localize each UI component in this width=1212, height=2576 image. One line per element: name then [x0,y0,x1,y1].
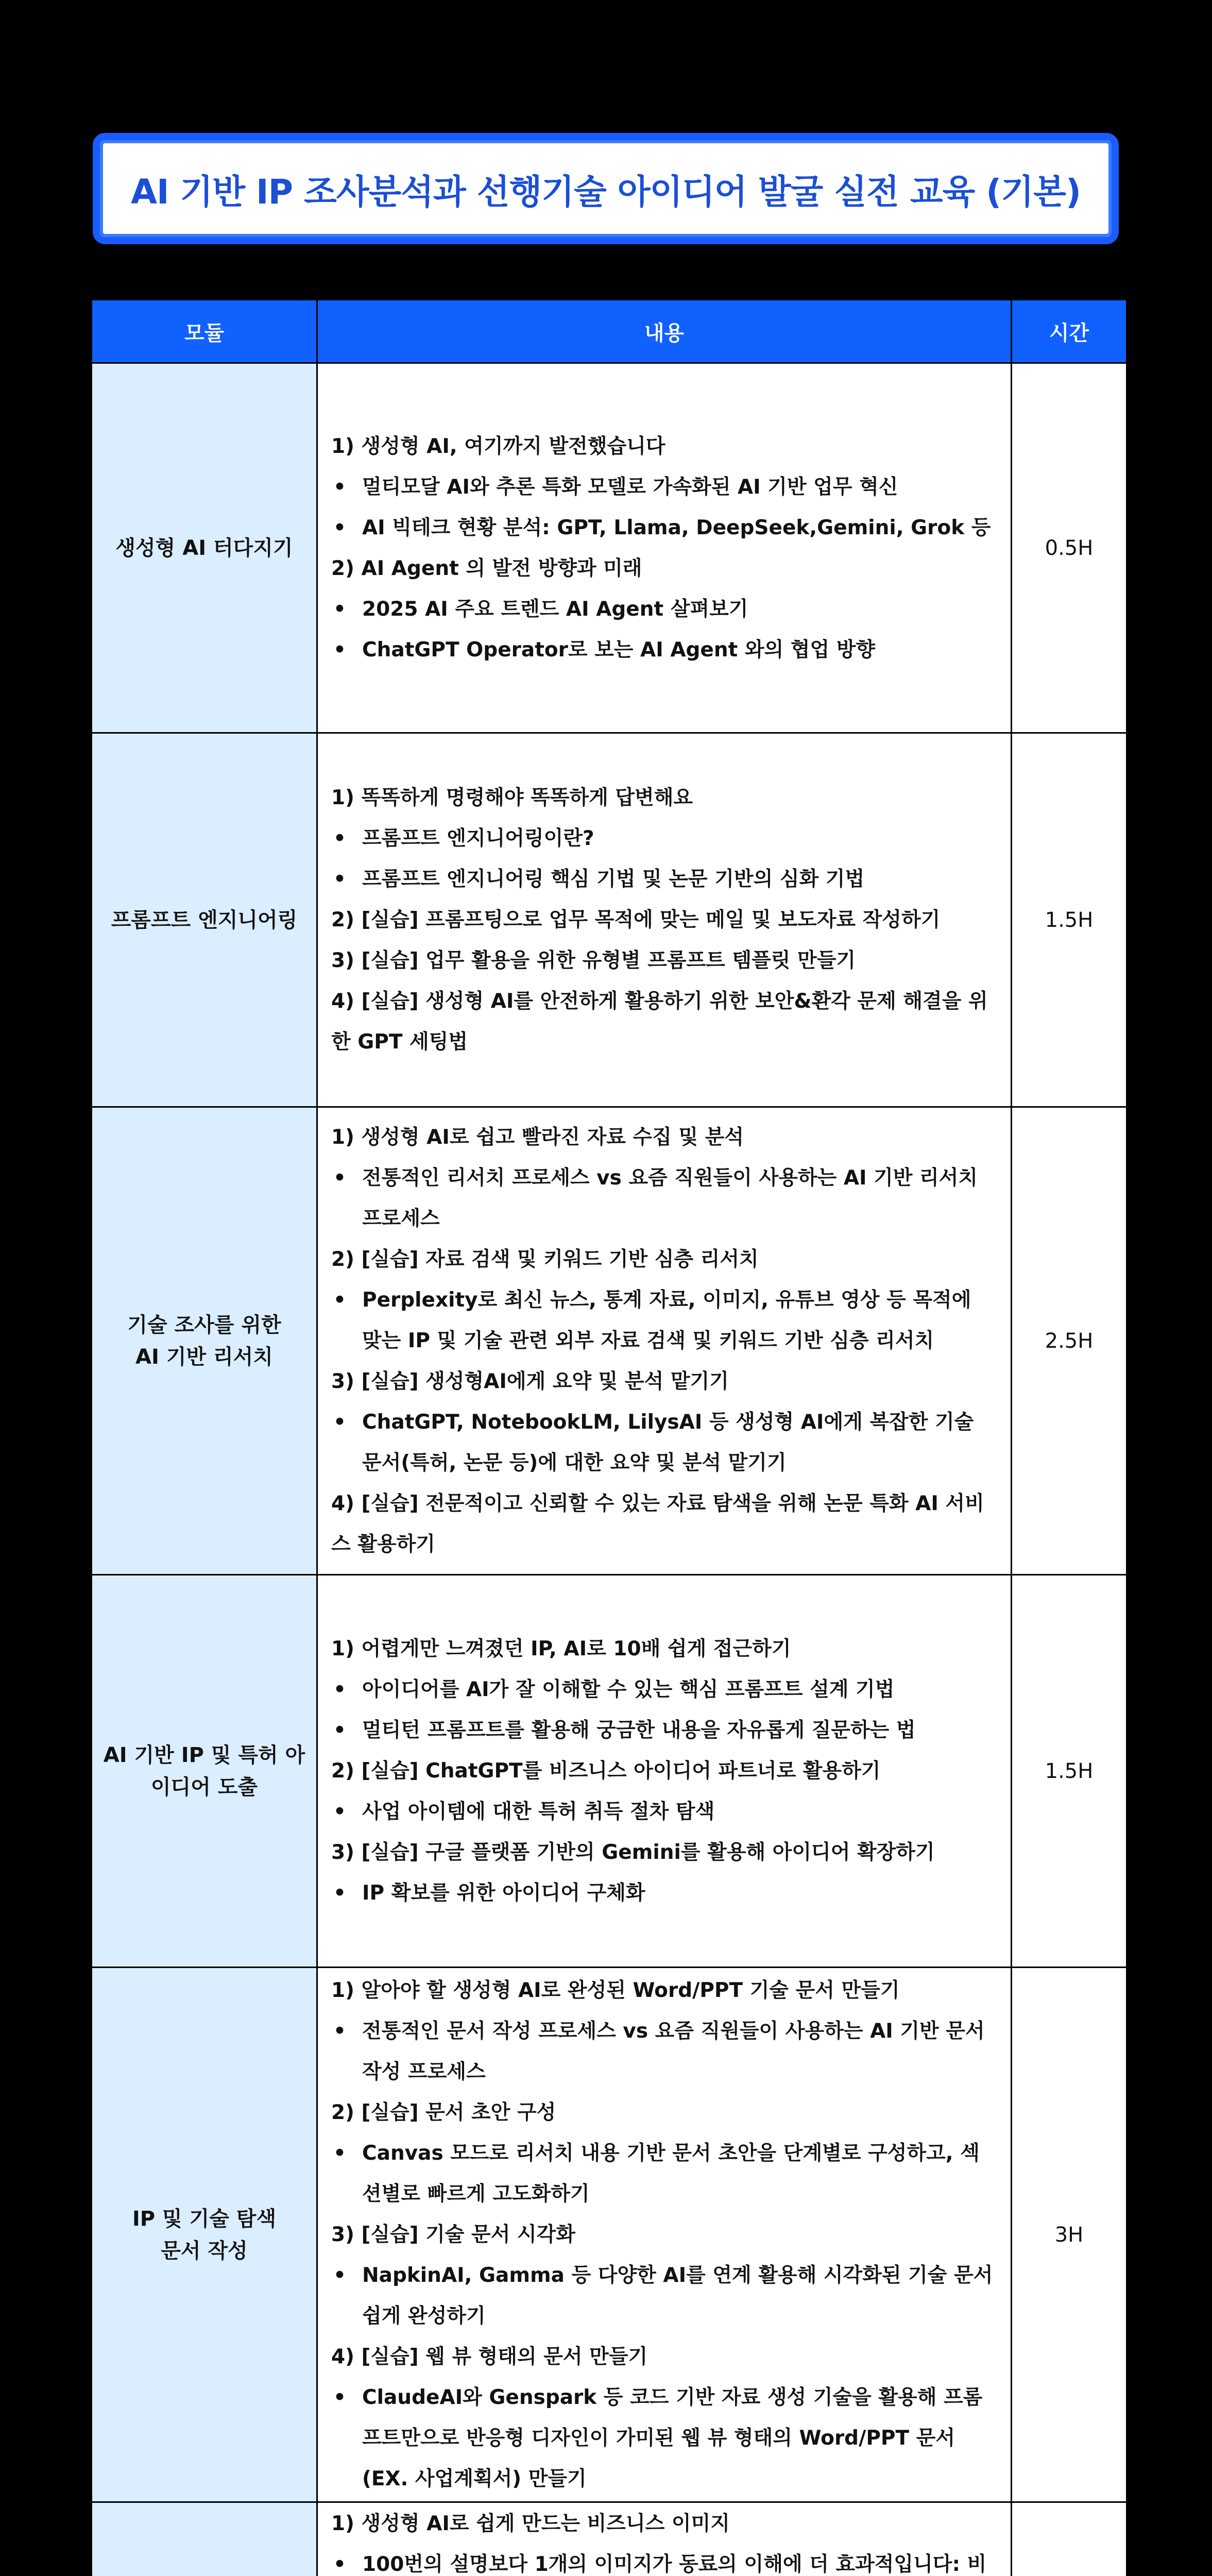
numbered-item: 1) 똑똑하게 명령해야 똑똑하게 답변해요 [331,786,693,809]
content-cell [317,363,1012,733]
table-row [92,1107,1127,1575]
table-row [92,363,1127,733]
hours-cell: 0.5H [1012,363,1127,733]
bullet-item: • 멀티턴 프롬프트를 활용해 궁금한 내용을 자유롭게 질문하는 법 [331,1710,997,1751]
header-module: 모듈 [92,300,317,363]
numbered-item: 3) [실습] 기술 문서 시각화 [331,2223,575,2246]
numbered-item: 2) [실습] 프롬프팅으로 업무 목적에 맞는 메일 및 보도자료 작성하기 [331,908,941,931]
hours-cell [1012,2502,1127,2576]
table-row [92,2502,1127,2576]
numbered-item: 2) AI Agent 의 발전 방향과 미래 [331,556,642,580]
module-cell: 기술 조사를 위한 AI 기반 리서치 [92,1107,317,1575]
table-row [92,733,1127,1107]
bullet-item: • 멀티모달 AI와 추론 특화 모델로 가속화된 AI 기반 업무 혁신 [331,467,997,507]
numbered-item: 1) 생성형 AI로 쉽고 빨라진 자료 수집 및 분석 [331,1126,744,1149]
numbered-item: 4) [실습] 생성형 AI를 안전하게 활용하기 위한 보안&환각 문제 해결을 위한 GPT 세팅법 [331,990,988,1054]
numbered-item: 1) 생성형 AI로 쉽게 만드는 비즈니스 이미지 [331,2512,730,2535]
bullet-item: • Perplexity로 최신 뉴스, 통계 자료, 이미지, 유튜브 영상 등 목적에 맞는 IP 및 기술 관련 외부 자료 검색 및 키워드 기반 심층 리서치 [331,1280,997,1361]
numbered-item: 2) [실습] 자료 검색 및 키워드 기반 심층 리서치 [331,1248,759,1271]
bullet-item: • ClaudeAI와 Genspark 등 코드 기반 자료 생성 기술을 활용해 프롬프트만으로 반응형 디자인이 가미된 웹 뷰 형태의 Word/PPT 문서(EX. 사업계획서) 만들기 [331,2377,997,2499]
bullet-item: • 사업 아이템에 대한 특허 취득 절차 탐색 [331,1791,997,1832]
module-cell: AI 기반 IP 및 특허 아이디어 도출 [92,1575,317,1968]
numbered-item: 2) [실습] 문서 초안 구성 [331,2101,556,2124]
numbered-item: 4) [실습] 전문적이고 신뢰할 수 있는 자료 탐색을 위해 논문 특화 AI 서비스 활용하기 [331,1492,984,1556]
bullet-item: • AI 빅테크 현황 분석: GPT, Llama, DeepSeek,Gemini, Grok 등 [331,507,997,548]
module-cell: IP 및 기술 탐색 문서 작성 [92,1968,317,2502]
bullet-item: • 전통적인 문서 작성 프로세스 vs 요즘 직원들이 사용하는 AI 기반 문서 작성 프로세스 [331,2011,997,2092]
numbered-item: 1) 생성형 AI, 여기까지 발전했습니다 [331,434,665,458]
numbered-item: 3) [실습] 구글 플랫폼 기반의 Gemini를 활용해 아이디어 확장하기 [331,1841,935,1864]
bullet-item: • ChatGPT, NotebookLM, LilysAI 등 생성형 AI에게 복잡한 기술 문서(특허, 논문 등)에 대한 요약 및 분석 맡기기 [331,1402,997,1483]
page-title-box [93,133,1119,244]
table-row [92,1968,1127,2502]
numbered-item: 4) [실습] 웹 뷰 형태의 문서 만들기 [331,2345,648,2368]
numbered-item: 1) 알아야 할 생성형 AI로 완성된 Word/PPT 기술 문서 만들기 [331,1979,900,2002]
bullet-item: • 2025 AI 주요 트렌드 AI Agent 살펴보기 [331,589,997,630]
bullet-item: • NapkinAI, Gamma 등 다양한 AI를 연계 활용해 시각화된 기술 문서 쉽게 완성하기 [331,2255,997,2336]
bullet-item: • 프롬프트 엔지니어링이란? [331,818,997,859]
bullet-item: • 전통적인 리서치 프로세스 vs 요즘 직원들이 사용하는 AI 기반 리서치 프로세스 [331,1158,997,1239]
numbered-item: 3) [실습] 생성형AI에게 요약 및 분석 맡기기 [331,1370,729,1393]
bullet-item: • IP 확보를 위한 아이디어 구체화 [331,1873,997,1913]
numbered-item: 1) 어렵게만 느껴졌던 IP, AI로 10배 쉽게 접근하기 [331,1637,791,1660]
bullet-item: • Canvas 모드로 리서치 내용 기반 문서 초안을 단계별로 구성하고, 섹션별로 빠르게 고도화하기 [331,2133,997,2214]
module-cell: 생성형 AI 터다지기 [92,363,317,733]
numbered-item: 2) [실습] ChatGPT를 비즈니스 아이디어 파트너로 활용하기 [331,1759,881,1783]
bullet-item: • ChatGPT Operator로 보는 AI Agent 와의 협업 방향 [331,630,997,670]
module-cell [92,2502,317,2576]
module-cell: 프롬프트 엔지니어링 [92,733,317,1107]
numbered-item: 3) [실습] 업무 활용을 위한 유형별 프롬프트 템플릿 만들기 [331,949,856,972]
bullet-item: • 아이디어를 AI가 잘 이해할 수 있는 핵심 프롬프트 설계 기법 [331,1669,997,1710]
hours-cell: 2.5H [1012,1107,1127,1575]
hours-cell: 3H [1012,1968,1127,2502]
content-cell [317,733,1012,1107]
hours-cell: 1.5H [1012,1575,1127,1968]
header-content: 내용 [317,300,1012,363]
content-cell [317,1968,1012,2502]
header-hours: 시간 [1012,300,1127,363]
page-title: AI 기반 IP 조사분석과 선행기술 아이디어 발굴 실전 교육 (기본) [130,172,1081,212]
bullet-item: • 100번의 설명보다 1개의 이미지가 동료의 이해에 더 효과적입니다: 비 [331,2544,997,2576]
content-cell [317,1107,1012,1575]
curriculum-table [91,299,1128,2576]
table-header-row [92,300,1127,363]
content-cell [317,2502,1012,2576]
content-cell [317,1575,1012,1968]
table-body [92,363,1127,2576]
hours-cell: 1.5H [1012,733,1127,1107]
table-row [92,1575,1127,1968]
bullet-item: • 프롬프트 엔지니어링 핵심 기법 및 논문 기반의 심화 기법 [331,859,997,900]
